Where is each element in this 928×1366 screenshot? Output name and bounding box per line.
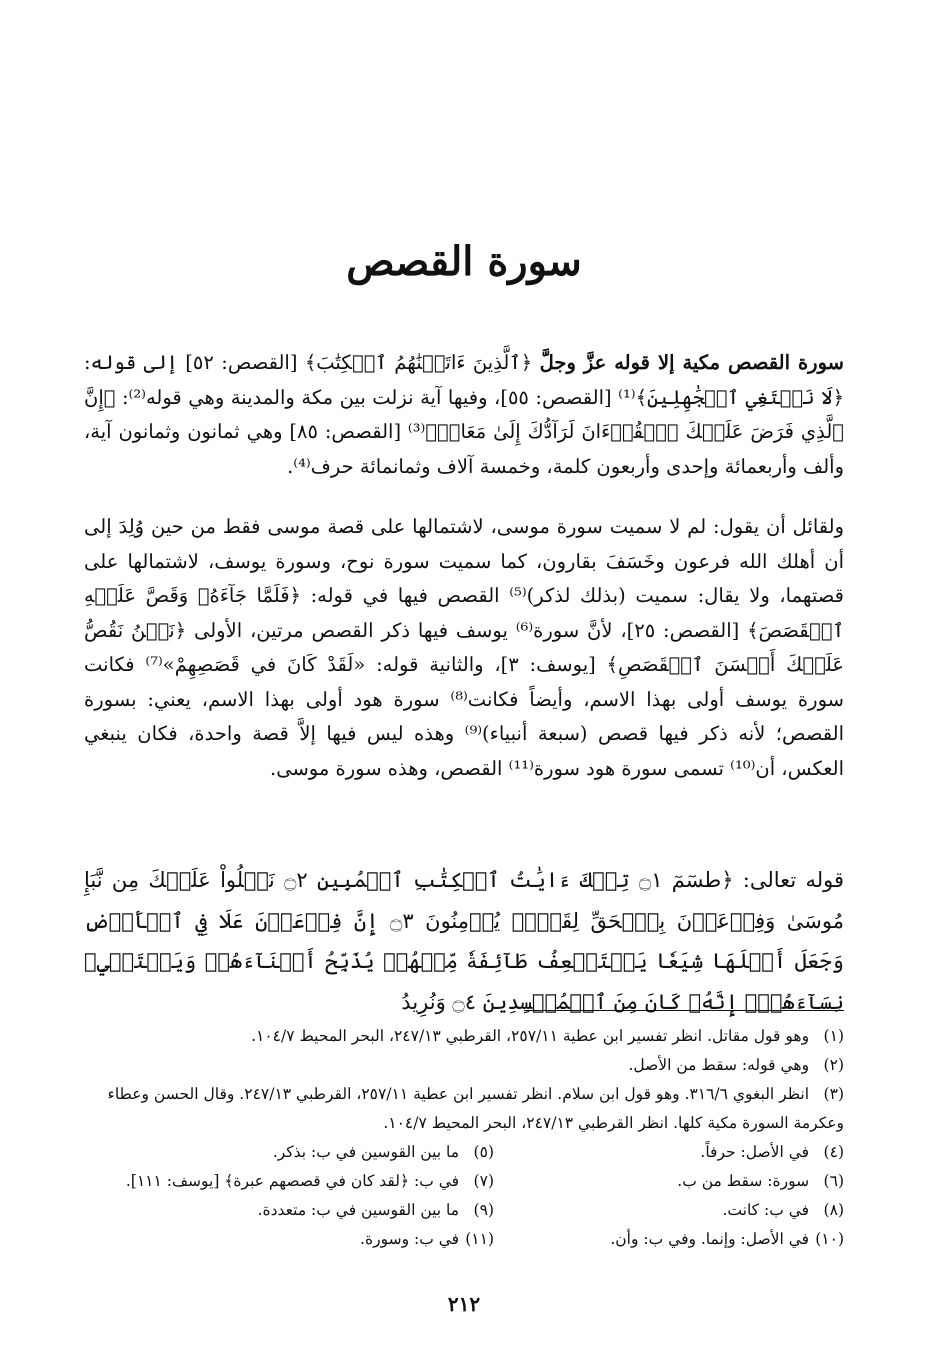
footnote-4: (٤) في الأصل: حرفاً. [700, 1143, 844, 1161]
page-number: ٢١٢ [447, 1292, 481, 1316]
book-page [84, 0, 844, 1366]
footnote-2: (٢) وهي قوله: سقط من الأصل. [628, 1056, 844, 1074]
intro-quote: ﴿ٱلَّذِينَ ءَاتَيۡنَٰهُمُ ٱلۡكِتَٰبَ﴾ [304, 351, 533, 374]
footnote-row [84, 1167, 844, 1196]
footnote-8: (٨) في ب: كانت. [722, 1201, 844, 1219]
surah-title: سورة القصص [346, 238, 582, 285]
footnote-row [84, 1138, 844, 1167]
intro-paragraph [84, 346, 844, 484]
footnote-7: (٧) في ب: ﴿لقد كان في قصصهم عبرة﴾ [يوسف: ١١١]. [125, 1172, 494, 1190]
verses-paragraph: قوله تعالى: ﴿طسٓمٓ ۝١ تِلۡكَ ءَايَٰتُ ٱلۡكِتَٰبِ ٱلۡمُبِينِ ۝٢ نَتۡلُواْ عَلَيۡكَ مِن نَّبَإِ مُوسَىٰ وَفِرۡعَوۡنَ بِٱلۡحَقِّ لِقَوۡمٖ يُؤۡمِنُونَ ۝٣ إِنَّ فِرۡعَوۡنَ عَلَا فِي ٱلۡأَرۡضِ وَجَعَلَ أَهۡلَهَا شِيَعٗا يَسۡتَضۡعِفُ طَآئِفَةٗ مِّنۡهُمۡ يُذَبِّحُ أَبۡنَآءَهُمۡ وَيَسۡتَحۡيِۦ نِسَآءَهُمۡۚ إِنَّهُۥ كَانَ مِنَ ٱلۡمُفۡسِدِينَ ۝٤ وَنُرِيدُ [84, 868, 844, 1014]
footnote-5: (٥) ما بين القوسين في ب: بذكر. [272, 1143, 494, 1161]
footnote-11: (١١) في ب: وسورة. [360, 1230, 494, 1248]
footnote-6: (٦) سورة: سقط من ب. [677, 1172, 844, 1190]
footnote-1: (١) وهو قول مقاتل. انظر تفسير ابن عطية ٢٥٧/١١، القرطبي ٢٤٧/١٣، البحر المحيط ١٠٤/٧. [251, 1027, 844, 1045]
discussion-paragraph: ولقائل أن يقول: لم لا سميت سورة موسى، لاشتمالها على قصة موسى فقط من حين وُلِدَ إلى أن أهلك الله فرعون وخَسَفَ بقارون، كما سميت سورة نوح، وسورة يوسف، لاشتمالها على قصتهما، ولا يقال: سميت (بذلك لذكر)⁽⁵⁾ القصص فيها في قوله: ﴿فَلَمَّا جَآءَهُۥ وَقَصَّ عَلَيۡهِ ٱلۡقَصَصَ﴾ [القصص: ٢٥]، لأنَّ سورة⁽⁶⁾ يوسف فيها ذكر القصص مرتين، الأولى ﴿نَحۡنُ نَقُصُّ عَلَيۡكَ أَحۡسَنَ ٱلۡقَصَصِ﴾ [يوسف: ٣]، والثانية قوله: «لَقَدْ كَانَ في قَصَصِهِمْ»⁽⁷⁾ فكانت سورة يوسف أولى بهذا الاسم، وأيضاً فكانت⁽⁸⁾ سورة هود أولى بهذا الاسم، يعني: بسورة القصص؛ لأنه ذكر فيها قصص (سبعة أنبياء)⁽⁹⁾ وهذه ليس فيها إلاَّ قصة واحدة، فكان ينبغي العكس، أن⁽¹⁰⁾ تسمى سورة هود سورة⁽¹¹⁾ القصص، وهذه سورة موسى. [84, 515, 844, 780]
footnote-10: (١٠) في الأصل: وإنما. وفي ب: وأن. [610, 1230, 844, 1248]
footnote-row [84, 1196, 844, 1225]
footnotes [84, 1022, 844, 1254]
footnote-3: (٣) انظر البغوي ٣١٦/٦. وهو قول ابن سلام. انظر تفسير ابن عطية ٢٥٧/١١، القرطبي ٢٤٧/١٣. وقال الحسن وعطاء وعكرمة السورة مكية كلها. انظر القرطبي ٢٤٧/١٣، البحر المحيط ١٠٤/٧. [107, 1085, 844, 1132]
intro-lead: سورة القصص مكية إلا قوله عزَّ وجلَّ [539, 351, 845, 374]
intro-text: [القصص: ٥٢] إلى قوله: ﴿لَا نَبۡتَغِي ٱلۡجَٰهِلِينَ﴾⁽¹⁾ [القصص: ٥٥]، وفيها آية نزلت بين مكة والمدينة وهي قوله⁽²⁾: ﴿إِنَّ ٱلَّذِي فَرَضَ عَلَيۡكَ ٱلۡقُرۡءَانَ لَرَآدُّكَ إِلَىٰ مَعَادٖ﴾⁽³⁾ [القصص: ٨٥] وهي ثمانون وثمانون آية، وألف وأربعمائة وإحدى وأربعون كلمة، وخمسة آلاف وثمانمائة حرف⁽⁴⁾. [84, 351, 845, 478]
footnote-row [84, 1225, 844, 1254]
footnote-9: (٩) ما بين القوسين في ب: متعددة. [257, 1201, 494, 1219]
footnote-divider [524, 1010, 844, 1011]
